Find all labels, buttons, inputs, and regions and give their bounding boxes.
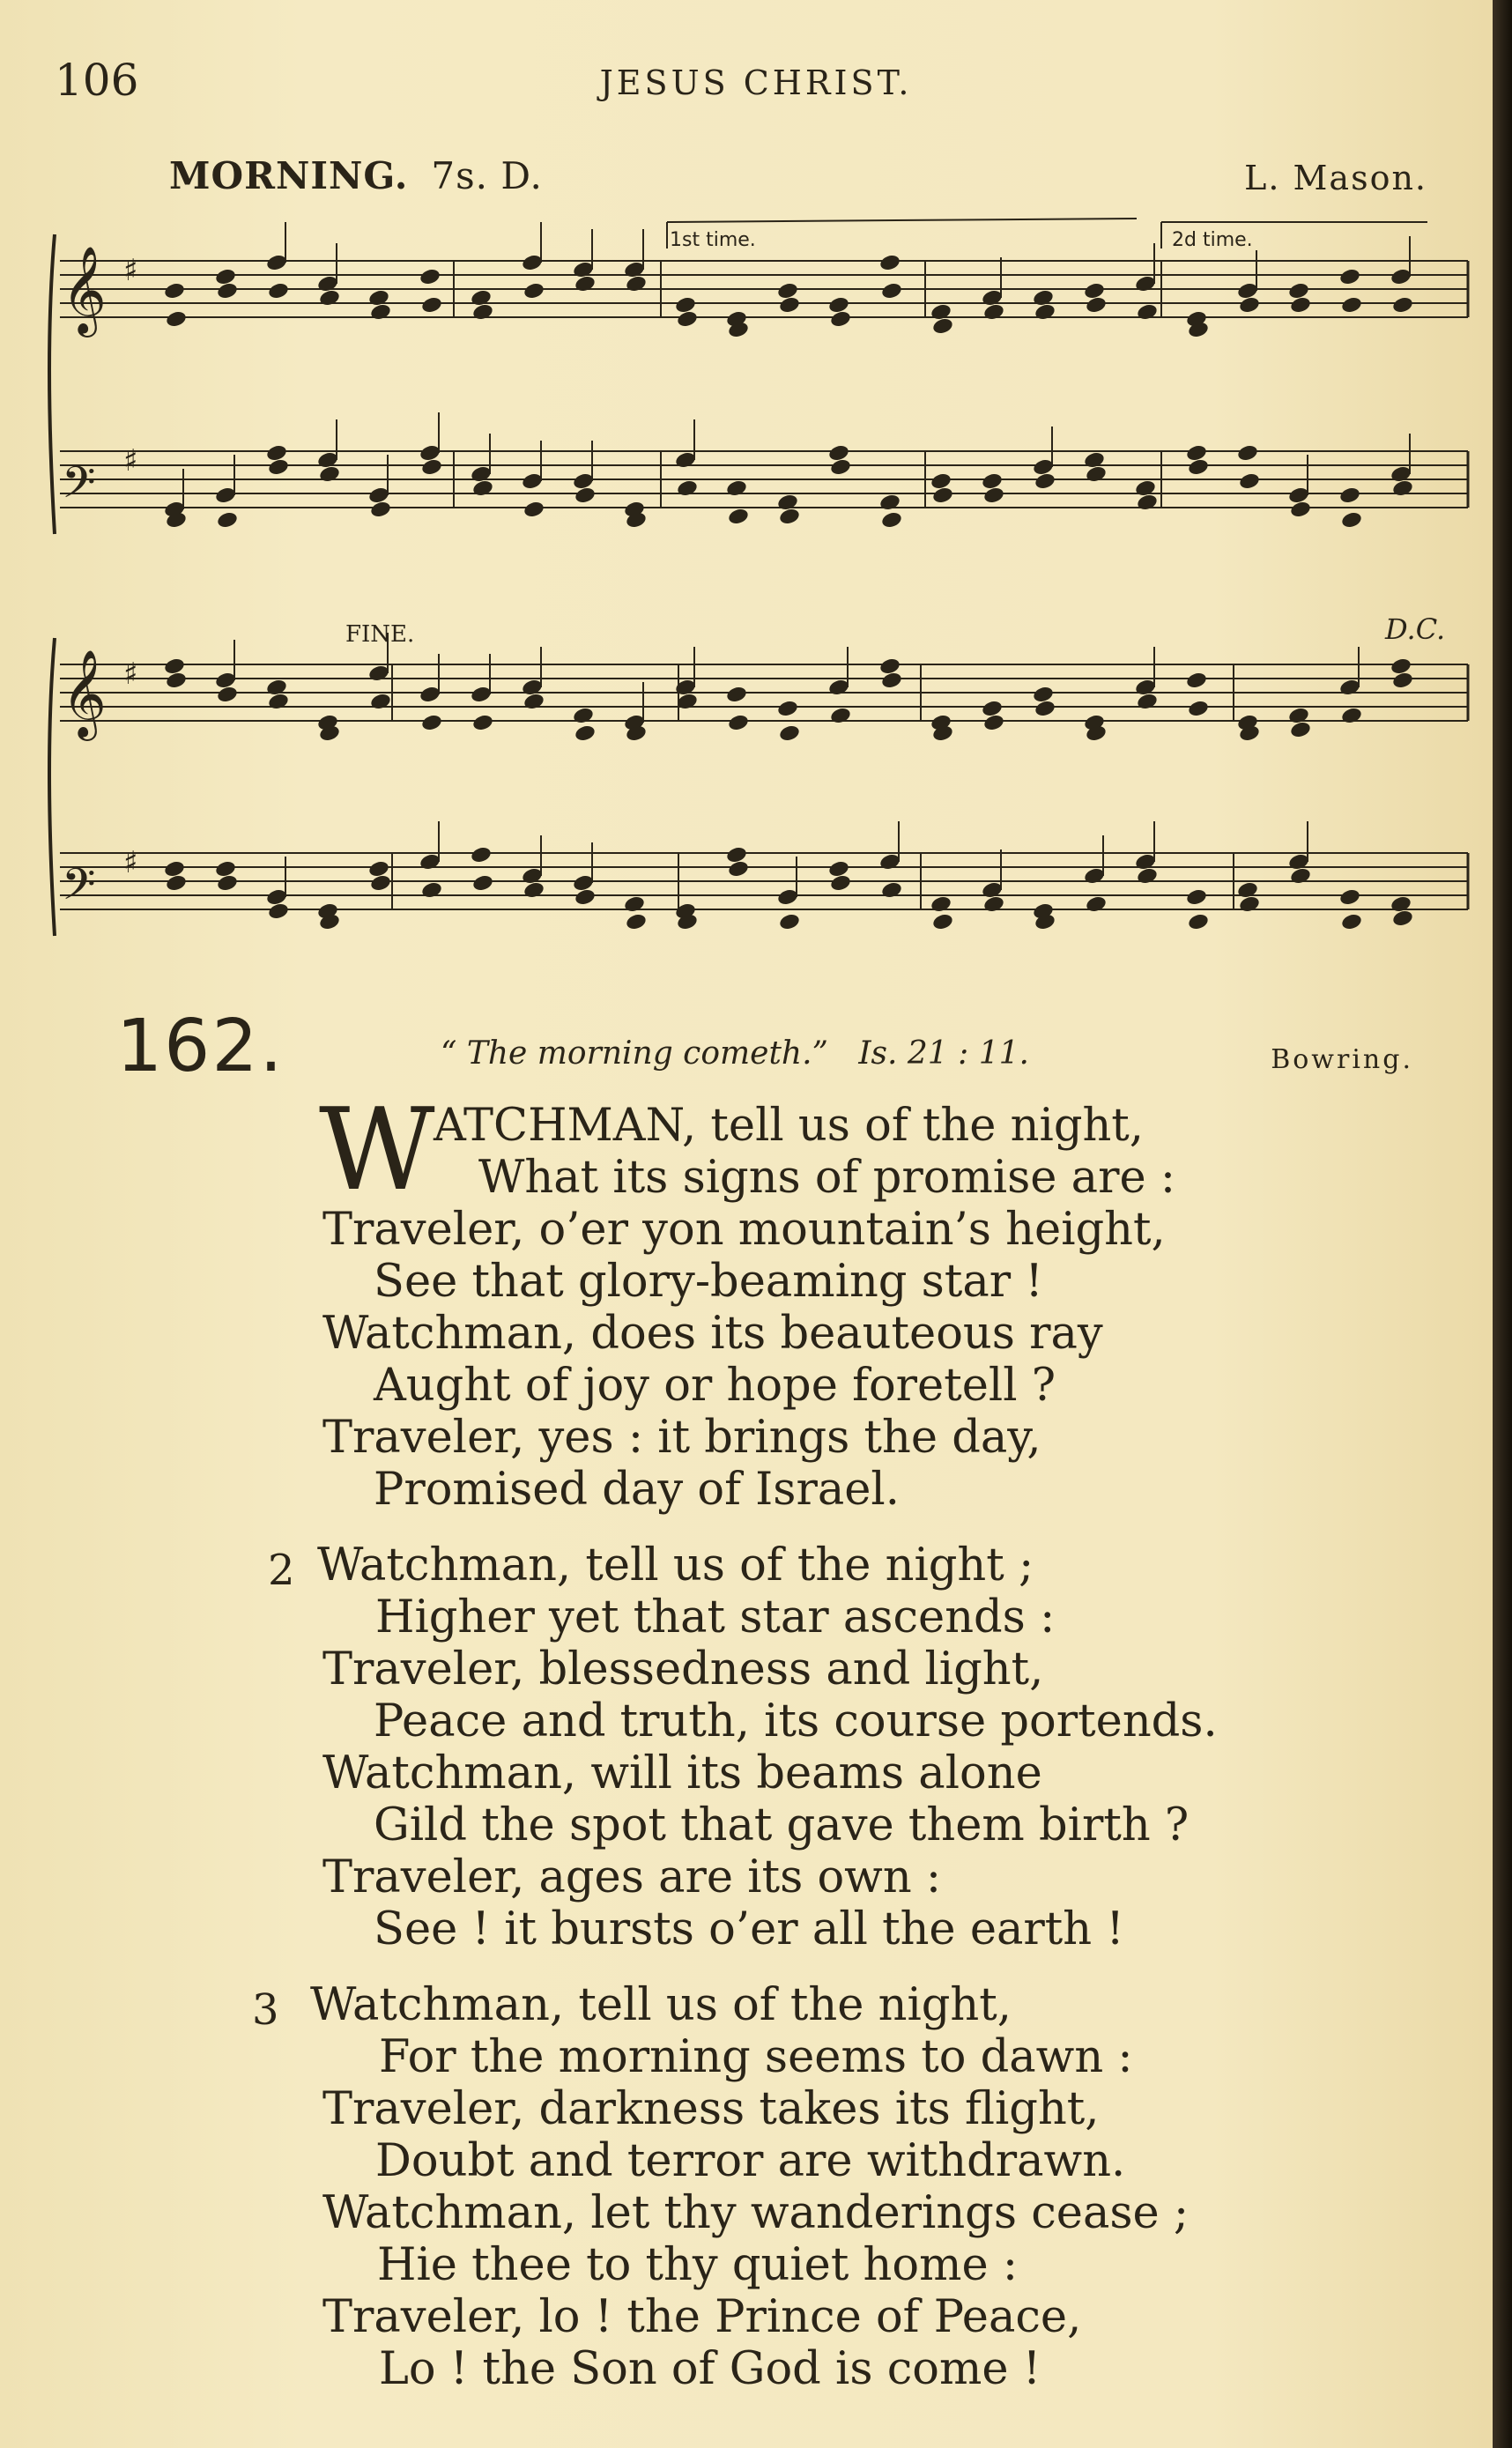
note-head <box>367 288 390 308</box>
note-head <box>471 478 494 498</box>
key-signature: ♯ <box>123 657 138 692</box>
score-systems <box>49 219 1468 936</box>
note-head <box>1340 706 1363 725</box>
note-head <box>1034 471 1056 491</box>
note-head <box>420 880 443 900</box>
verse-line: Promised day of Israel. <box>374 1464 900 1516</box>
note-head <box>216 281 239 300</box>
note-head <box>930 894 952 914</box>
first-ending-label: 1st time. <box>670 229 756 251</box>
verse-line: Watchman, tell us of the night, <box>310 1979 1012 2031</box>
verse-line: Hie thee to thy quiet home : <box>377 2239 1019 2291</box>
note-head <box>470 845 493 864</box>
page-number: 106 <box>55 55 139 106</box>
note-head <box>470 288 493 308</box>
note-head <box>1236 443 1259 463</box>
epigraph-text: “ The morning cometh.” <box>441 1035 828 1072</box>
hymn-number: 162. <box>116 1005 285 1088</box>
verse-line: What its signs of promise are : <box>478 1152 1176 1204</box>
note-head <box>1289 866 1312 886</box>
note-head <box>163 281 186 300</box>
note-head <box>676 309 699 329</box>
note-head <box>265 678 288 697</box>
note-head <box>880 281 903 300</box>
note-head <box>1391 671 1414 690</box>
note-head <box>725 478 748 498</box>
note-head <box>367 859 390 879</box>
note-head <box>574 274 597 293</box>
note-head <box>623 894 646 914</box>
key-signature: ♯ <box>123 253 138 288</box>
note-head <box>523 692 545 711</box>
note-head <box>1287 281 1310 300</box>
note-head <box>420 295 443 315</box>
volta-line <box>667 219 1137 222</box>
note-head <box>725 685 748 704</box>
system-brace <box>49 638 55 936</box>
verse-line: Peace and truth, its course portends. <box>374 1695 1218 1747</box>
note-head <box>931 912 954 931</box>
note-head <box>163 859 186 879</box>
note-head <box>1187 699 1210 718</box>
tune-name: MORNING. <box>169 154 409 197</box>
note-head <box>674 295 697 315</box>
verse-line: ATCHMAN, tell us of the night, <box>434 1100 1145 1152</box>
verse-line: Aught of joy or hope foretell ? <box>374 1360 1056 1412</box>
note-head <box>1340 510 1363 530</box>
note-head <box>419 267 441 286</box>
note-head <box>778 507 801 526</box>
note-head <box>776 281 799 300</box>
note-head <box>574 723 597 743</box>
verse-line: Traveler, darkness takes its flight, <box>322 2083 1100 2135</box>
note-head <box>827 295 850 315</box>
note-head <box>931 316 954 336</box>
note-head <box>1238 471 1261 491</box>
note-head <box>1391 295 1414 315</box>
note-head <box>216 873 239 893</box>
note-head <box>1338 267 1361 286</box>
verse-line: See ! it bursts o’er all the earth ! <box>374 1903 1124 1955</box>
note-head <box>982 713 1005 732</box>
note-head <box>829 457 852 477</box>
note-head <box>1289 720 1312 739</box>
fine-mark: FINE. <box>345 621 415 648</box>
note-head <box>625 912 648 931</box>
note-head <box>829 309 852 329</box>
note-head <box>1185 887 1208 907</box>
note-head <box>523 281 545 300</box>
verse-line: Watchman, tell us of the night ; <box>317 1539 1034 1591</box>
bass-clef: 𝄢 <box>62 457 96 519</box>
note-head <box>267 457 290 477</box>
note-head <box>878 493 901 512</box>
note-head <box>1136 866 1159 886</box>
note-head <box>727 859 750 879</box>
note-head <box>827 443 850 463</box>
epigraph <box>441 1035 1029 1072</box>
note-head <box>829 706 852 725</box>
note-head <box>981 471 1004 491</box>
note-head <box>880 880 903 900</box>
note-head <box>776 493 799 512</box>
verse-line: Traveler, ages are its own : <box>322 1851 942 1903</box>
note-head <box>829 873 852 893</box>
note-head <box>165 671 188 690</box>
note-head <box>1136 692 1159 711</box>
note-head <box>265 443 288 463</box>
note-head <box>369 873 392 893</box>
note-head <box>1187 912 1210 931</box>
note-head <box>778 912 801 931</box>
key-signature: ♯ <box>123 443 138 478</box>
treble-clef: 𝄞 <box>62 246 107 334</box>
note-head <box>878 253 901 272</box>
note-head <box>369 500 392 519</box>
note-head <box>572 706 595 725</box>
note-head <box>725 845 748 864</box>
note-head <box>267 901 290 921</box>
note-head <box>625 274 648 293</box>
drop-cap: W <box>319 1085 435 1216</box>
note-head <box>165 873 188 893</box>
note-head <box>982 486 1005 505</box>
note-head <box>1390 894 1412 914</box>
note-head <box>471 873 494 893</box>
verse-line: Gild the spot that gave them birth ? <box>374 1799 1190 1851</box>
note-head <box>267 281 290 300</box>
note-head <box>1085 894 1108 914</box>
note-head <box>214 267 237 286</box>
note-head <box>1187 457 1210 477</box>
verse-line: Traveler, lo ! the Prince of Peace, <box>322 2291 1082 2343</box>
treble-clef: 𝄞 <box>62 649 107 738</box>
note-head <box>1085 295 1108 315</box>
note-head <box>163 657 186 676</box>
note-head <box>931 486 954 505</box>
note-head <box>878 657 901 676</box>
note-head <box>1238 295 1261 315</box>
note-head <box>1338 486 1361 505</box>
music-score <box>0 0 1512 987</box>
note-head <box>827 859 850 879</box>
note-head <box>676 478 699 498</box>
verse-line: Lo ! the Son of God is come ! <box>379 2343 1041 2395</box>
note-head <box>778 295 801 315</box>
system-brace <box>49 234 55 534</box>
note-head <box>523 880 545 900</box>
note-head <box>1390 657 1412 676</box>
note-head <box>930 471 952 491</box>
note-head <box>1034 302 1056 322</box>
scripture-reference: Is. 21 : 11. <box>858 1035 1029 1072</box>
note-head <box>420 713 443 732</box>
note-head <box>1034 699 1056 718</box>
note-head <box>1238 894 1261 914</box>
composer: L. Mason. <box>1244 159 1427 197</box>
note-head <box>727 713 750 732</box>
note-head <box>1136 493 1159 512</box>
note-head <box>1032 288 1055 308</box>
second-ending-label: 2d time. <box>1172 229 1253 251</box>
note-head <box>165 309 188 329</box>
note-head <box>1083 281 1106 300</box>
note-head <box>1136 302 1159 322</box>
note-head <box>1391 909 1414 928</box>
verse-line: Traveler, blessedness and light, <box>322 1643 1044 1695</box>
note-head <box>1185 443 1208 463</box>
verse-line: Watchman, let thy wanderings cease ; <box>322 2187 1190 2239</box>
note-head <box>1338 887 1361 907</box>
note-head <box>420 457 443 477</box>
note-head <box>1032 685 1055 704</box>
note-head <box>471 302 494 322</box>
verse-line: Traveler, o’er yon mountain’s height, <box>322 1204 1166 1256</box>
verse-line: See that glory-beaming star ! <box>374 1256 1043 1308</box>
note-head <box>982 302 1005 322</box>
verse-line: Traveler, yes : it brings the day, <box>322 1412 1041 1464</box>
note-head <box>1289 500 1312 519</box>
note-head <box>216 510 239 530</box>
note-head <box>880 671 903 690</box>
note-head <box>1340 912 1363 931</box>
verse-line: Watchman, does its beauteous ray <box>322 1308 1103 1360</box>
running-head: JESUS CHRIST. <box>599 63 913 102</box>
note-head <box>1340 295 1363 315</box>
key-signature: ♯ <box>123 845 138 880</box>
verse-number: 3 <box>252 1985 279 2035</box>
note-head <box>1289 295 1312 315</box>
note-head <box>216 685 239 704</box>
note-head <box>267 692 290 711</box>
note-head <box>1185 671 1208 690</box>
note-head <box>574 887 597 907</box>
note-head <box>318 288 341 308</box>
note-head <box>318 464 341 484</box>
note-head <box>1134 478 1157 498</box>
note-head <box>880 510 903 530</box>
note-head <box>214 859 237 879</box>
note-head <box>981 699 1004 718</box>
note-head <box>776 699 799 718</box>
note-head <box>1085 464 1108 484</box>
hymn-author: Bowring. <box>1271 1044 1413 1075</box>
note-head <box>1236 880 1259 900</box>
bass-clef: 𝄢 <box>62 859 96 921</box>
note-head <box>369 692 392 711</box>
verse-line: Doubt and terror are withdrawn. <box>375 2135 1126 2187</box>
note-head <box>930 302 952 322</box>
verse-line: Higher yet that star ascends : <box>375 1591 1056 1643</box>
note-head <box>1083 450 1106 470</box>
note-head <box>982 894 1005 914</box>
dc-mark: D.C. <box>1385 612 1446 646</box>
note-head <box>574 486 597 505</box>
tune-meter: 7s. D. <box>431 154 543 197</box>
verse-number: 2 <box>268 1546 295 1595</box>
note-head <box>727 507 750 526</box>
verse-line: For the morning seems to dawn : <box>379 2031 1133 2083</box>
note-head <box>1391 478 1414 498</box>
note-head <box>471 713 494 732</box>
note-head <box>523 500 545 519</box>
note-head <box>369 302 392 322</box>
note-head <box>778 723 801 743</box>
verse-line: Watchman, will its beams alone <box>322 1747 1042 1799</box>
note-head <box>1287 706 1310 725</box>
